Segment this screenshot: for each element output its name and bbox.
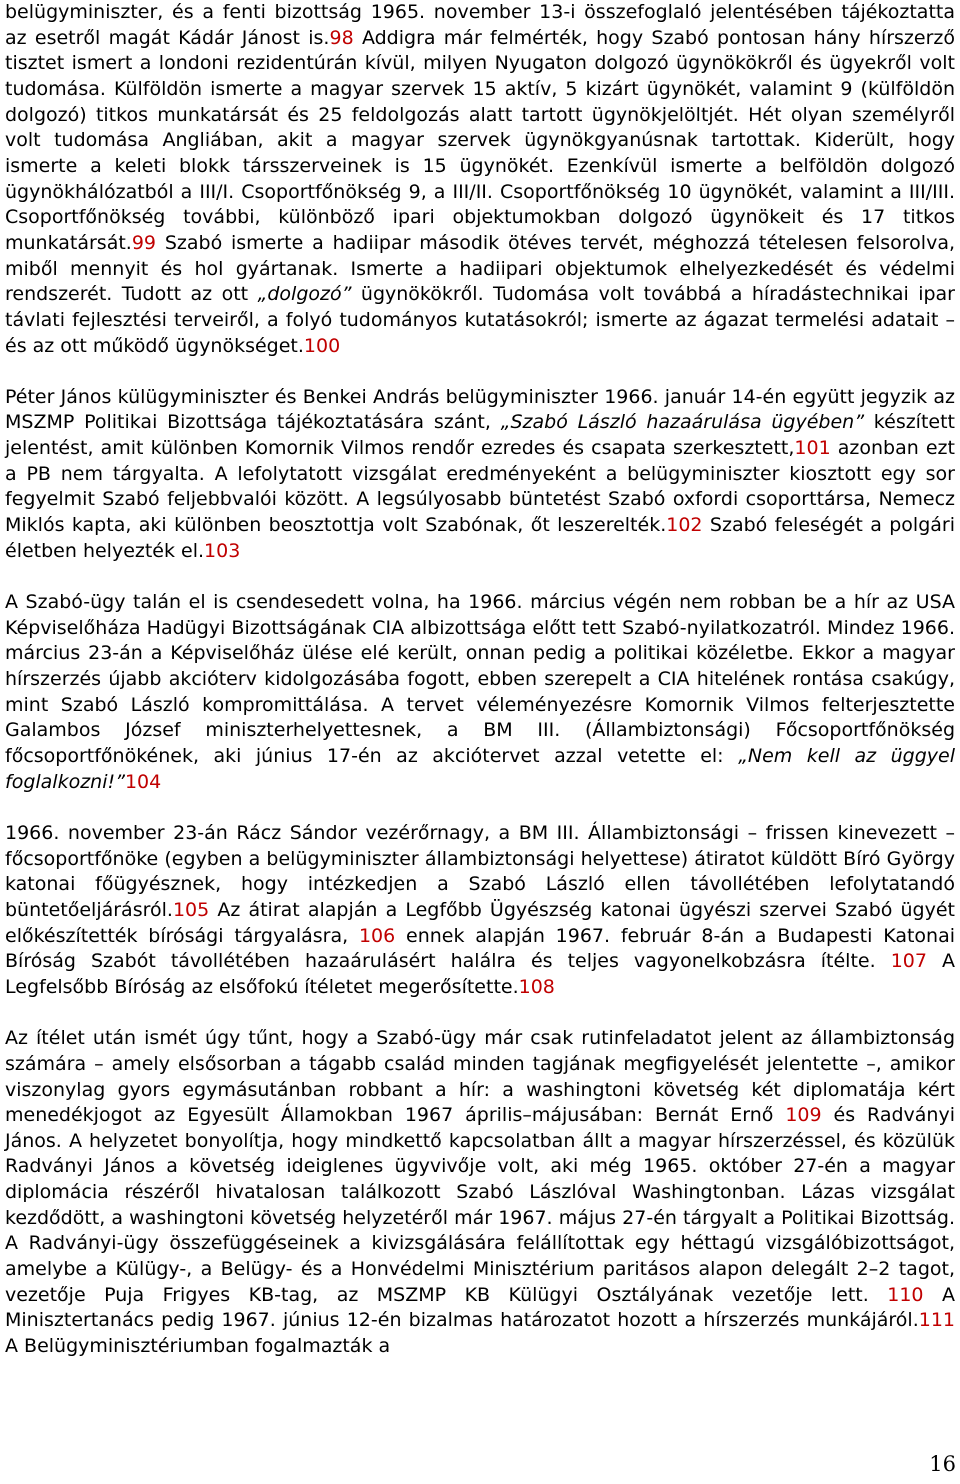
text-run: ügynökökről. Tudomása volt továbbá a híradástechnikai ipar távlati fejlesztési terveiről, a folyó tudományos kutatásokról; ismerte az ágazat termelési adatait – és az ott működő ügynökséget. (5, 283, 955, 357)
footnote-ref[interactable]: 104 (124, 770, 162, 793)
quoted-title: „Nem kell az üggyel foglalkozni!” (5, 745, 955, 793)
footnote-ref[interactable]: 110 (887, 1283, 924, 1306)
text-run: belügyminiszter, és a fenti bizottság 1965. november 13-i összefoglaló jelentésében tájékoztatta az esetről magát Kádár Jánost is. (5, 1, 955, 49)
footnote-ref[interactable]: 106 (358, 924, 396, 947)
quoted-title: „dolgozó” (257, 283, 352, 306)
footnote-ref[interactable]: 111 (918, 1309, 955, 1332)
text-run: Az ítélet után ismét úgy tűnt, hogy a Szabó-ügy már csak rutinfeladatot jelent az állambiztonság számára – amely elsősorban a tágabb család minden tagjának megfigyelését jelentette –, amikor viszonylag gyors egymásutánban robbant a hír: a washingtoni követség két diplomatája kért menedékjogot az Egyesült Államokban 1967 április–májusában: Bernát Ernő (5, 1027, 955, 1127)
footnote-ref[interactable]: 102 (666, 514, 703, 537)
text-run: A Szabó-ügy talán el is csendesedett volna, ha 1966. március végén nem robban be a hír az USA Képviselőháza Hadügyi Bizottságának CIA albizottsága előtt tett Szabó-nyilatkozatról. Mindez 1966. március 23-án a Képviselőház ülése elé került, onnan pedig a politikai közéletbe. Ekkor a magyar hírszerzés újabb akcióterv kidolgozásába fogott, ebben szerepelt a CIA hitelének rontása csakúgy, mint Szabó László kompromittálása. A tervet véleményezésre Komornik Vilmos felterjesztette Galambos József miniszterhelyettesnek, a BM III. (Állambiztonsági) Főcsoportfőnökség főcsoportfőnökének, aki június 17-én az akciótervet azzal vetette el: (5, 591, 955, 767)
footnote-ref[interactable]: 109 (785, 1104, 822, 1127)
text-run: készített jelentést, amit különben Komornik Vilmos rendőr ezredes és csapata szerkesztett, (5, 411, 956, 460)
paragraph (5, 821, 955, 1001)
footnote-ref[interactable]: 108 (518, 975, 555, 998)
text-run: Szabó ismerte a hadiipar második ötéves tervét, méghozzá tételesen felsorolva, miből mennyit és hol gyártanak. Ismerte a hadiipari objektumok elhelyezkedését és védelmi rendszerét. Tudott az ott (5, 231, 955, 306)
document-page (5, 0, 955, 1385)
footnote-ref[interactable]: 103 (204, 539, 241, 562)
text-run: és Radványi János. A helyzetet bonyolítja, hogy mindkettő kapcsolatban állt a magyar hírszerzéssel, és közülük Radványi János a követség ideiglenes ügyvivője volt, aki még 1965. október 27-én a magyar diplomácia részéről hivatalosan találkozott Szabó Lászlóval Washingtonban. Lázas vizsgálat kezdődött, a washingtoni követség helyzetéről már 1967. május 27-én tárgyalt a Politikai Bizottság. A Radványi-ügy összefüggéseinek a kivizsgálására felállítottak egy héttagú vizsgálóbizottságot, amelybe a Külügy-, a Belügy- és a Honvédelmi Minisztérium paritásos alapon delegált 2–2 tagot, vezetője Puja Frigyes KB-tag, az MSZMP KB Külügyi Osztályának vezetője lett. (5, 1104, 955, 1306)
text-run: A Minisztertanács pedig 1967. június 12-én bizalmas határozatot hozott a hírszerzés munkájáról. (5, 1283, 955, 1332)
page-number: 16 (929, 1452, 956, 1476)
text-run: A Belügyminisztériumban fogalmazták a (5, 1335, 391, 1358)
text-run: Addigra már felmérték, hogy Szabó pontosan hány hírszerző tisztet ismert a londoni rezidentúrán kívül, milyen Nyugaton dolgozó ügynökökről és ügyekről volt tudomása. Külföldön ismerte a magyar szervek 15 aktív, 5 kizárt ügynökét, valamint 9 (külföldön dolgozó) titkos munkatársát és 25 feldolgozás alatt tartott ügynökjelöltjét. Hét olyan személyről volt tudomása Angliában, akit a magyar szervek ügynökgyanúsnak tartottak. Kiderült, hogy ismerte a keleti blokk társszerveinek is 15 ügynökét. Ezenkívül ismerte a belföldön dolgozó ügynökhálózatból a III/I. Csoportfőnökség 9, a III/II. Csoportfőnökség 10 ügynökét, valamint a III/III. Csoportfőnökség további, különböző ipari objektumokban dolgozó ügynökeit és 17 titkos munkatársát. (5, 26, 956, 254)
paragraph (5, 1026, 955, 1360)
paragraph (5, 0, 955, 359)
footnote-ref[interactable]: 98 (329, 26, 354, 49)
footnote-ref[interactable]: 107 (890, 950, 927, 973)
paragraph (5, 590, 955, 795)
text-run: Szabó feleségét a polgári életben helyezték el. (5, 514, 955, 562)
text-run: Az átirat alapján a Legfőbb Ügyészség katonai ügyészi szervei Szabó ügyét előkészítették bírósági tárgyalásra, (5, 898, 955, 947)
text-run: A Legfelsőbb Bíróság az elsőfokú ítéletet megerősítette. (5, 950, 955, 998)
footnote-ref[interactable]: 105 (172, 898, 210, 921)
footnote-ref[interactable]: 99 (131, 231, 157, 254)
text-run: 1966. november 23-án Rácz Sándor vezérőrnagy, a BM III. Állambiztonsági – frissen kinevezett – főcsoportfőnöke (egyben a belügyminiszter állambiztonsági helyettese) átiratot küldött Bíró György katonai főügyésznek, hogy intézkedjen a Szabó László ellen távollétében lefolytatandó büntetőeljárásról. (5, 821, 955, 921)
text-run: ennek alapján 1967. február 8-án a Budapesti Katonai Bíróság Szabót távollétében hazaárulásért halálra és teljes vagyonelkobzásra ítélte. (5, 924, 956, 973)
footnote-ref[interactable]: 101 (794, 437, 831, 460)
text-run: Péter János külügyminiszter és Benkei András belügyminiszter 1966. január 14-én együtt jegyzik az MSZMP Politikai Bizottsága tájékoztatására szánt, (5, 385, 955, 434)
footnote-ref[interactable]: 100 (303, 334, 341, 357)
paragraph (5, 385, 955, 565)
quoted-title: „Szabó László hazaárulása ügyében” (500, 411, 865, 434)
text-run: azonban ezt a PB nem tárgyalta. A lefolytatott vizsgálat eredményeként a belügyminiszter kiosztott egy sor fegyelmit Szabó feljebbvalói között. A legsúlyosabb büntetést Szabó oxfordi csoporttársa, Nemecz Miklós kapta, aki különben beosztottja volt Szabónak, őt leszerelték. (5, 437, 955, 537)
